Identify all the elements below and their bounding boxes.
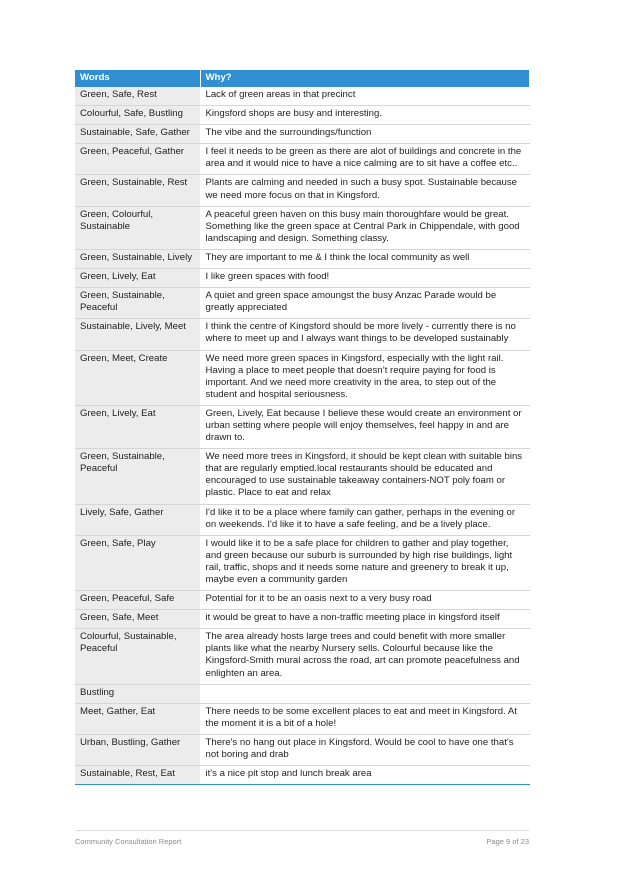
words-cell: Colourful, Safe, Bustling xyxy=(75,106,200,125)
words-cell: Green, Lively, Eat xyxy=(75,269,200,288)
table-row xyxy=(75,106,529,125)
why-cell xyxy=(200,684,529,703)
words-cell: Green, Safe, Rest xyxy=(75,87,200,106)
table-row xyxy=(75,734,529,765)
words-cell: Green, Peaceful, Safe xyxy=(75,591,200,610)
why-cell: A peaceful green haven on this busy main thoroughfare would be great. Something like the green space at Central Park in Chippendale, with good landscaping and design. Something classy. xyxy=(200,206,529,249)
why-cell: Plants are calming and needed in such a busy spot. Sustainable because we need more focus on that in Kingsford. xyxy=(200,175,529,206)
responses-table xyxy=(75,70,530,785)
footer-page-number: Page 9 of 23 xyxy=(486,837,529,846)
words-cell: Urban, Bustling, Gather xyxy=(75,734,200,765)
table-row xyxy=(75,535,529,590)
header-row xyxy=(75,70,529,87)
table-row xyxy=(75,288,529,319)
why-cell: I think the centre of Kingsford should be more lively - currently there is no where to meet up and I always want things to be developed sustainably xyxy=(200,319,529,350)
why-cell: it would be great to have a non-traffic meeting place in kingsford itself xyxy=(200,610,529,629)
table-header xyxy=(75,70,529,87)
words-cell: Lively, Safe, Gather xyxy=(75,504,200,535)
footer-report-title: Community Consultation Report xyxy=(75,837,182,846)
words-cell: Colourful, Sustainable, Peaceful xyxy=(75,629,200,684)
why-cell: it's a nice pit stop and lunch break area xyxy=(200,766,529,785)
words-cell: Green, Safe, Play xyxy=(75,535,200,590)
header-words: Words xyxy=(75,70,200,87)
table-row xyxy=(75,206,529,249)
words-cell: Green, Colourful, Sustainable xyxy=(75,206,200,249)
why-cell: Lack of green areas in that precinct xyxy=(200,87,529,106)
words-cell: Green, Sustainable, Lively xyxy=(75,249,200,268)
why-cell: Potential for it to be an oasis next to a very busy road xyxy=(200,591,529,610)
table-row xyxy=(75,269,529,288)
words-cell: Green, Meet, Create xyxy=(75,350,200,405)
table-row xyxy=(75,684,529,703)
table-row xyxy=(75,87,529,106)
table-row xyxy=(75,144,529,175)
words-cell: Meet, Gather, Eat xyxy=(75,703,200,734)
table-row xyxy=(75,610,529,629)
footer-divider xyxy=(75,830,529,831)
why-cell: The area already hosts large trees and could benefit with more smaller plants like what the nearby Nursery sells. Colourful because like the Kingsford-Smith mural across the road, art can promote peacefulness and enlighten an area. xyxy=(200,629,529,684)
table-row xyxy=(75,591,529,610)
words-cell: Green, Sustainable, Peaceful xyxy=(75,449,200,504)
words-cell: Green, Safe, Meet xyxy=(75,610,200,629)
table-row xyxy=(75,405,529,448)
table-row xyxy=(75,766,529,785)
table-row xyxy=(75,703,529,734)
why-cell: They are important to me & I think the local community as well xyxy=(200,249,529,268)
why-cell: Green, Lively, Eat because I believe these would create an environment or urban setting where people will enjoy themselves, feel happy in and are drawn to. xyxy=(200,405,529,448)
words-cell: Green, Peaceful, Gather xyxy=(75,144,200,175)
why-cell: We need more trees in Kingsford, it should be kept clean with suitable bins that are regularly emptied.local restaurants should be educated and encouraged to use sustainable takeaway containers-NOT poly foam or plastic. Place to eat and relax xyxy=(200,449,529,504)
table-row xyxy=(75,175,529,206)
table-row xyxy=(75,504,529,535)
why-cell: I like green spaces with food! xyxy=(200,269,529,288)
words-cell: Green, Sustainable, Rest xyxy=(75,175,200,206)
words-cell: Sustainable, Rest, Eat xyxy=(75,766,200,785)
why-cell: The vibe and the surroundings/function xyxy=(200,125,529,144)
why-cell: I would like it to be a safe place for children to gather and play together, and green because our suburb is surrounded by high rise buildings, light rail, traffic, shops and it needs some nature and greenery to break it up, maybe even a community garden xyxy=(200,535,529,590)
why-cell: A quiet and green space amoungst the busy Anzac Parade would be greatly appreciated xyxy=(200,288,529,319)
words-cell: Green, Lively, Eat xyxy=(75,405,200,448)
words-cell: Sustainable, Safe, Gather xyxy=(75,125,200,144)
why-cell: Kingsford shops are busy and interesting. xyxy=(200,106,529,125)
why-cell: We need more green spaces in Kingsford, especially with the light rail. Having a place to meet people that doesn’t require paying for food is important. And we need more creativity in the area, to step out of the student and hospital seriousness. xyxy=(200,350,529,405)
table-row xyxy=(75,350,529,405)
responses-table-container xyxy=(75,70,529,785)
why-cell: I'd like it to be a place where family can gather, perhaps in the evening or on weekends. I'd like it to have a safe feeling, and be a lively place. xyxy=(200,504,529,535)
table-row xyxy=(75,249,529,268)
table-row xyxy=(75,125,529,144)
why-cell: There needs to be some excellent places to eat and meet in Kingsford. At the moment it is a bit of a hole! xyxy=(200,703,529,734)
words-cell: Sustainable, Lively, Meet xyxy=(75,319,200,350)
header-why: Why? xyxy=(200,70,529,87)
table-row xyxy=(75,629,529,684)
table-row xyxy=(75,449,529,504)
table-body xyxy=(75,87,529,785)
why-cell: I feel it needs to be green as there are alot of buildings and concrete in the area and it would nice to have a nice calming are to sit have a coffee etc.. xyxy=(200,144,529,175)
words-cell: Bustling xyxy=(75,684,200,703)
words-cell: Green, Sustainable, Peaceful xyxy=(75,288,200,319)
table-row xyxy=(75,319,529,350)
why-cell: There's no hang out place in Kingsford. Would be cool to have one that's not boring and drab xyxy=(200,734,529,765)
